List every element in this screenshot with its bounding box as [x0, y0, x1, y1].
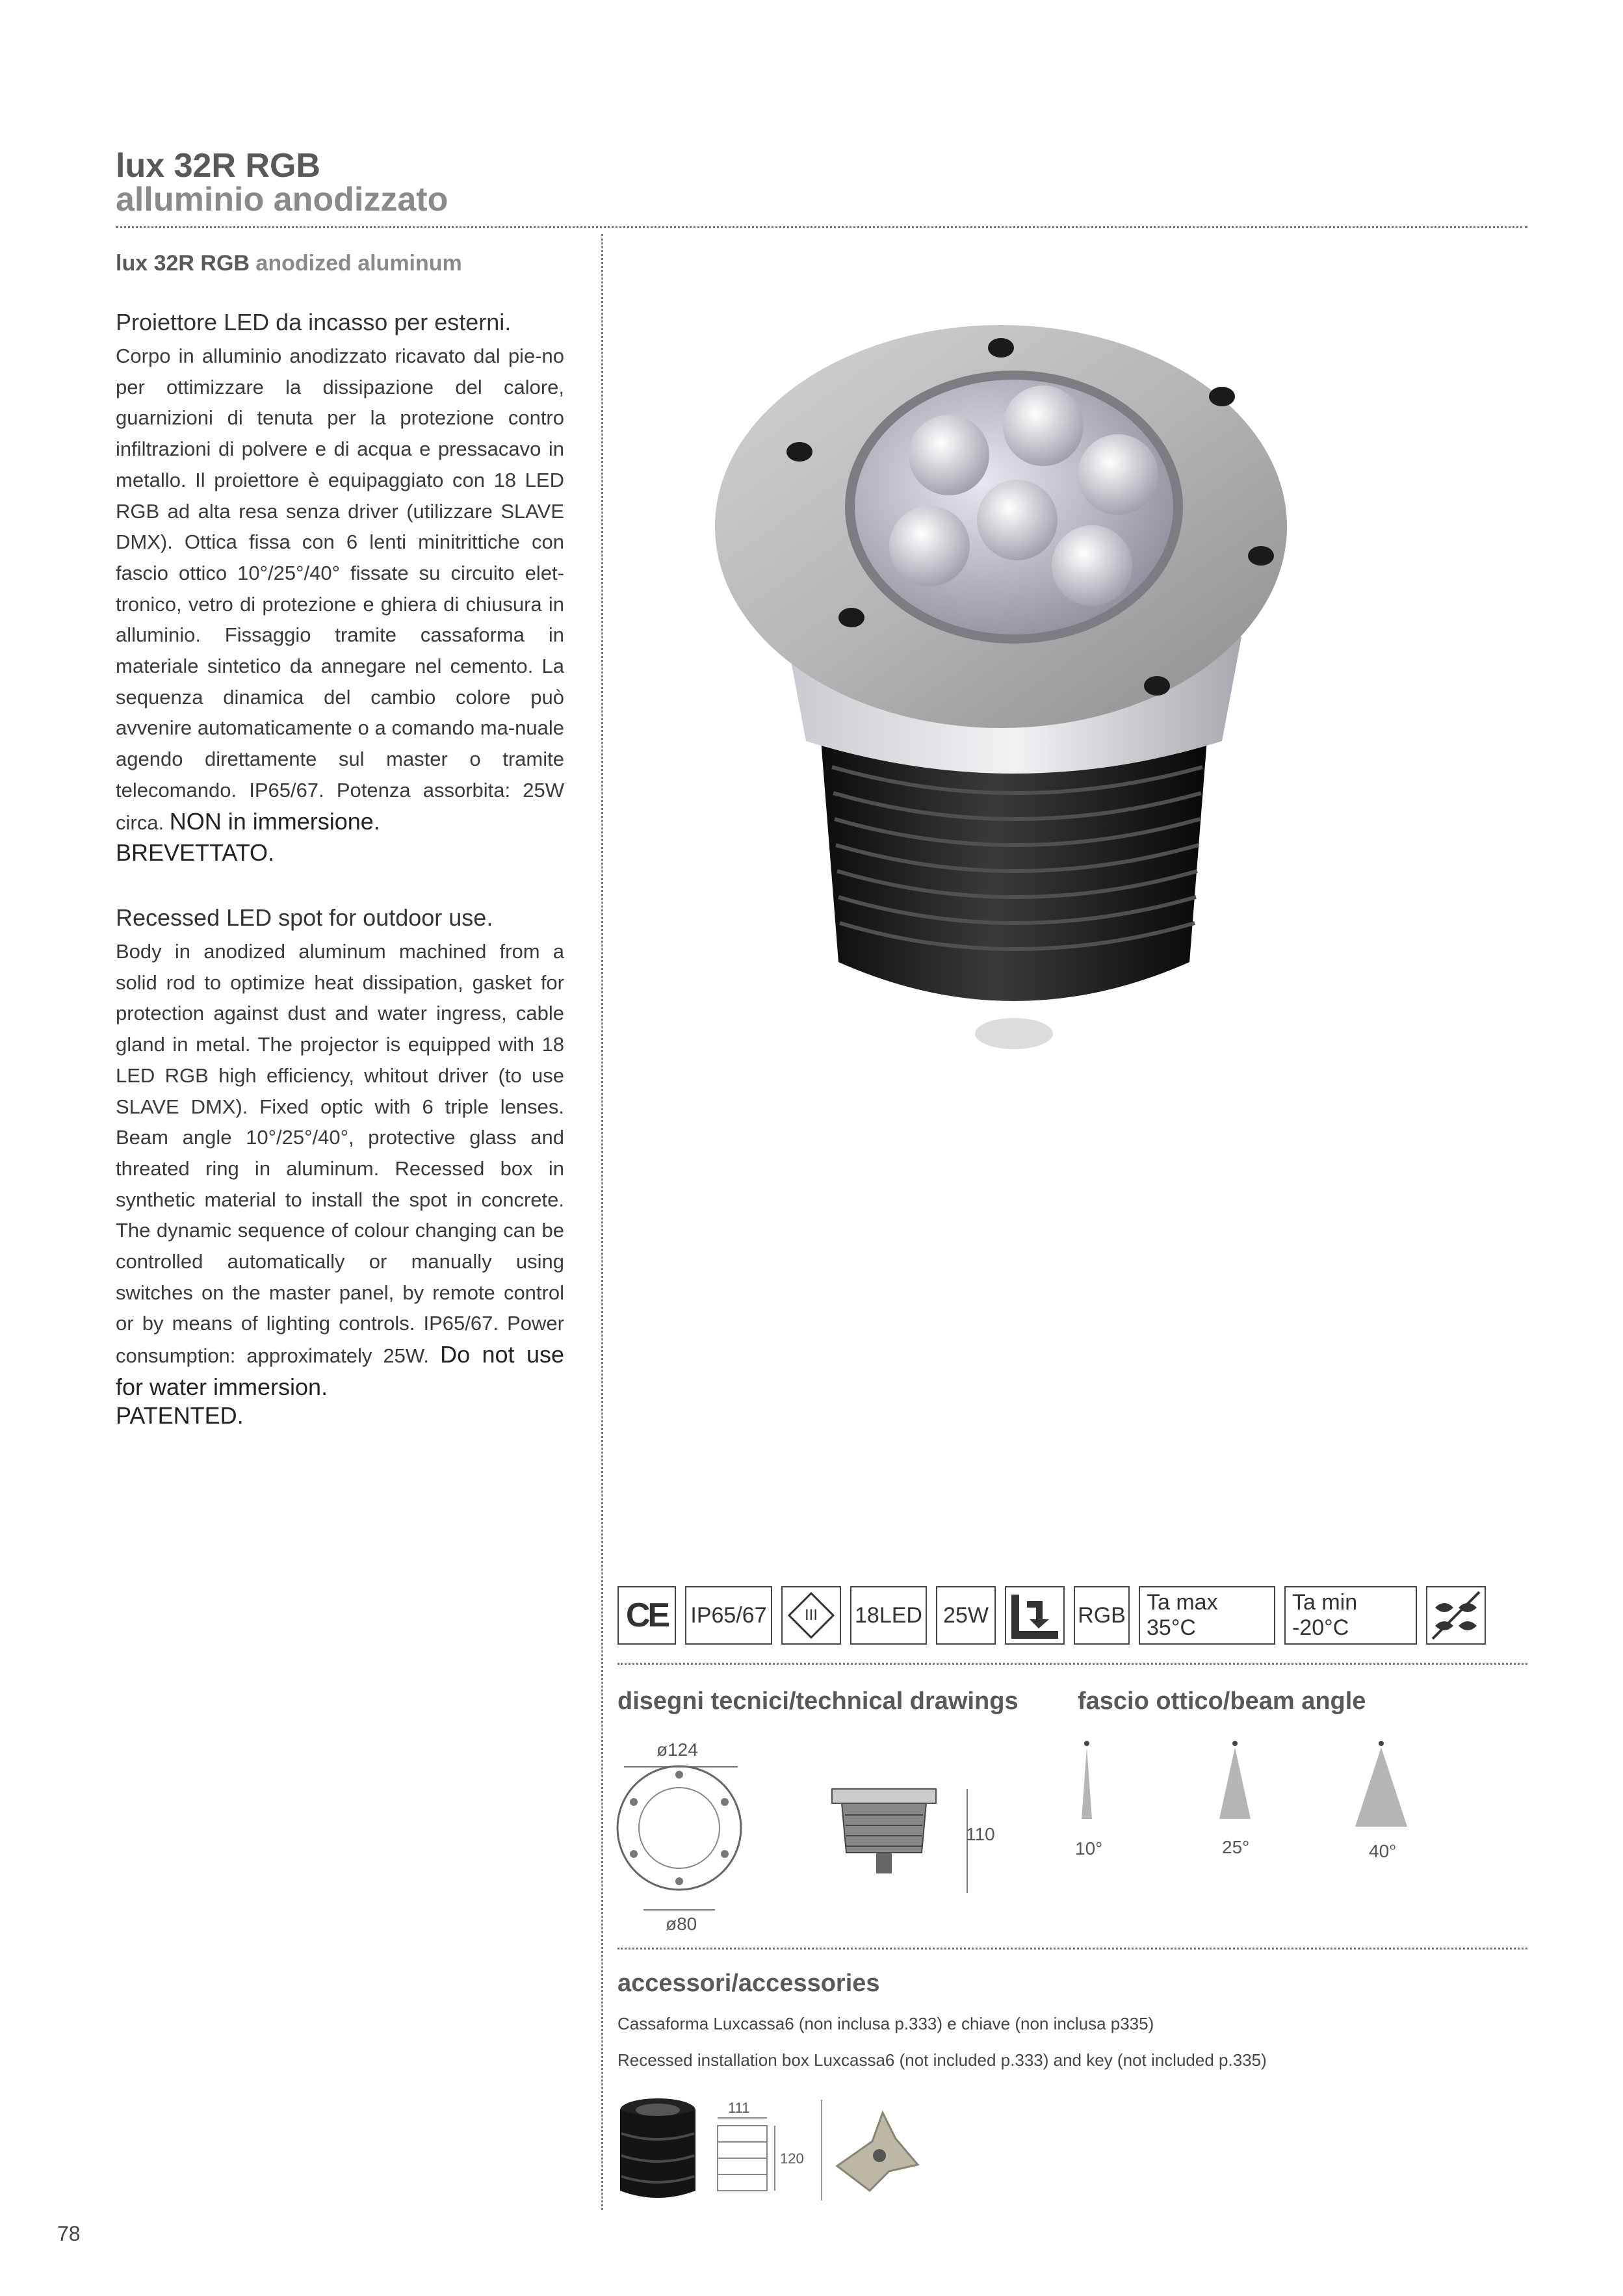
accessories-italian: Cassaforma Luxcassa6 (non inclusa p.333) e chiave (non inclusa p335)	[617, 2014, 1154, 2033]
rgb-label: RGB	[1074, 1586, 1130, 1645]
product-photo	[689, 312, 1313, 1066]
beam-title: fascio ottico/beam angle	[1078, 1688, 1366, 1715]
product-title: lux 32R RGB	[116, 147, 320, 185]
height-dimension: 110	[966, 1824, 995, 1844]
ce-mark-icon: CE	[617, 1586, 676, 1645]
accessories-english: Recessed installation box Luxcassa6 (not included p.333) and key (not included p.335)	[617, 2050, 1267, 2070]
english-warning: Do not use for water immersion.	[116, 1341, 564, 1400]
install-box-icon	[620, 2110, 695, 2198]
italian-lead: Proiettore LED da incasso per esterni.	[116, 309, 512, 335]
beam-angle-25: 25°	[1222, 1837, 1250, 1857]
diameter-bottom: ø80	[666, 1914, 697, 1934]
led-count: 18LED	[850, 1586, 927, 1645]
product-material: alluminio anodizzato	[116, 181, 448, 218]
header-divider	[116, 226, 1527, 228]
box-width-dimension: 111	[728, 2100, 750, 2116]
beam-source-40	[1379, 1741, 1384, 1746]
english-patent: PATENTED.	[116, 1402, 244, 1429]
beam-source-25	[1232, 1741, 1238, 1746]
accessories-images	[616, 2093, 922, 2210]
italian-warning: NON in immersione.	[169, 807, 380, 835]
no-cover-symbol-icon	[1429, 1588, 1483, 1643]
cable-gland	[975, 1018, 1053, 1049]
english-lead: Recessed LED spot for outdoor use.	[116, 904, 493, 931]
english-product-name: lux 32R RGB	[116, 251, 250, 276]
icons-divider	[617, 1663, 1527, 1665]
page-number: 78	[57, 2222, 81, 2245]
class-3-icon	[781, 1586, 841, 1645]
english-description	[116, 936, 564, 1404]
recessed-install-symbol-icon	[1007, 1588, 1062, 1643]
beam-cone-10	[1082, 1747, 1092, 1819]
ta-min: Ta min -20°C	[1284, 1586, 1417, 1645]
accessories-title: accessori/accessories	[617, 1970, 880, 1997]
italian-body: Corpo in alluminio anodizzato ricavato dal pie-no per ottimizzare la dissipazione del calore, guarnizioni di tenuta per la protezione contro infiltrazioni di polvere e di acqua e pressacavo in metallo. Il proiettore è equipaggiato con 18 LED RGB ad alta resa senza driver (utilizzare SLAVE DMX). Ottica fissa con 6 lenti minitrittiche con fascio ottico 10°/25°/40° fissate su circuito elet-tronico, vetro di protezione e ghiera di chiusura in alluminio. Fissaggio tramite cassaforma in materiale sintetico da annegare nel cemento. La sequenza dinamica del cambio colore può avvenire automaticamente o a comando ma-nuale agendo direttamente sul master o tramite telecomando. IP65/67. Potenza assorbita: 25W circa.	[116, 345, 564, 834]
beam-cone-40	[1355, 1747, 1407, 1827]
column-divider	[601, 234, 603, 2210]
recessed-install-icon	[1005, 1586, 1065, 1645]
ip-rating: IP65/67	[685, 1586, 772, 1645]
ta-max: Ta max 35°C	[1139, 1586, 1275, 1645]
class-3-label: III	[804, 1606, 818, 1624]
drawings-divider	[617, 1948, 1527, 1950]
italian-description	[116, 341, 564, 838]
beam-angle-10: 10°	[1075, 1838, 1103, 1859]
english-material: anodized aluminum	[255, 251, 462, 276]
beam-source-10	[1084, 1741, 1089, 1746]
not-for-insulation-icon	[1426, 1586, 1486, 1645]
beam-diagrams	[1053, 1736, 1469, 1833]
italian-patent: BREVETTATO.	[116, 839, 275, 866]
beam-cone-25	[1219, 1747, 1251, 1819]
english-body: Body in anodized aluminum machined from a solid rod to optimize heat dissipation, gasket for protection against dust and water ingress, cable gland in metal. The projector is equipped with 18 LED RGB high efficiency, whitout driver (to use SLAVE DMX). Fixed optic with 6 triple lenses. Beam angle 10°/25°/40°, protective glass and threated ring in aluminum. Recessed box in synthetic material to install the spot in concrete. The dynamic sequence of colour changing can be controlled automatically or manually using switches on the master panel, by remote control or by means of lighting controls. IP65/67. Power consumption: approximately 25W.	[116, 940, 564, 1368]
drawings-title: disegni tecnici/technical drawings	[617, 1688, 1019, 1715]
power-rating: 25W	[936, 1586, 996, 1645]
box-height-dimension: 120	[780, 2150, 804, 2167]
certification-icons	[617, 1586, 1486, 1645]
english-subtitle	[116, 251, 462, 276]
diameter-top: ø124	[656, 1740, 698, 1760]
beam-angle-40: 40°	[1369, 1841, 1397, 1861]
